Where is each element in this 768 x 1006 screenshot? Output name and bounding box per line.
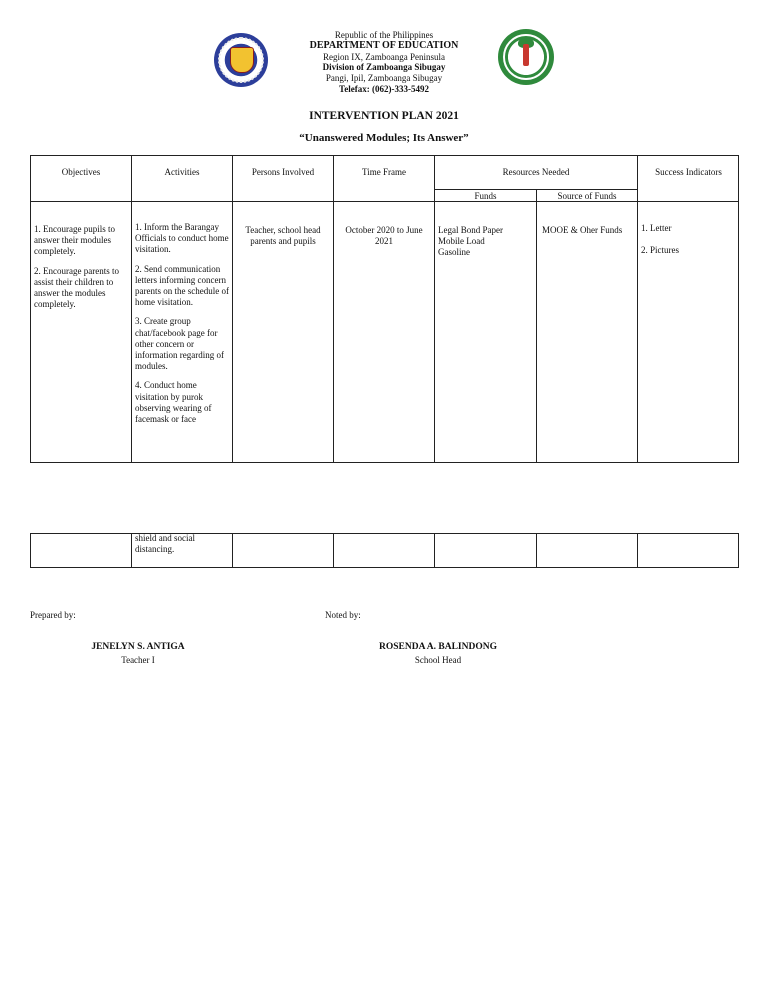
header-indicators: Success Indicators bbox=[655, 167, 722, 177]
header-objectives: Objectives bbox=[61, 167, 101, 177]
activity-item: 4. Conduct home visitation by purok observing wearing of facemask or face bbox=[135, 380, 212, 425]
address-line: Pangi, Ipil, Zamboanga Sibugay bbox=[325, 73, 443, 84]
funds-cell bbox=[438, 225, 534, 259]
plan-subtitle: “Unanswered Modules; Its Answer” bbox=[299, 132, 469, 144]
activities-cell bbox=[135, 222, 229, 462]
activity-continued: shield and social distancing. bbox=[135, 533, 195, 555]
deped-seal-icon bbox=[214, 33, 268, 87]
source-of-funds-cell: MOOE & Oher Funds bbox=[542, 225, 623, 235]
prepared-by-label: Prepared by: bbox=[30, 610, 76, 620]
region-line: Region IX, Zamboanga Peninsula bbox=[323, 51, 445, 62]
republic-line: Republic of the Philippines bbox=[334, 30, 434, 40]
letterhead bbox=[284, 30, 484, 95]
header-activities: Activities bbox=[164, 167, 200, 177]
prepared-by-role: Teacher I bbox=[121, 655, 155, 665]
indicators-cell bbox=[641, 223, 737, 264]
header-time-frame: Time Frame bbox=[362, 167, 406, 177]
header-funds: Funds bbox=[474, 191, 497, 201]
persons-cell: Teacher, school head parents and pupils bbox=[245, 225, 321, 247]
activity-item: 1. Inform the Barangay Officials to conduct home visitation. bbox=[135, 222, 229, 255]
activity-item: 2. Send communication letters informing concern parents on the schedule of home visitation. bbox=[135, 263, 229, 308]
indicator-item: 2. Pictures bbox=[641, 245, 679, 256]
header-resources: Resources Needed bbox=[502, 167, 570, 177]
objective-item: 1. Encourage pupils to answer their modules completely. bbox=[34, 224, 115, 257]
fund-item: Mobile Load bbox=[438, 236, 485, 247]
division-seal-icon bbox=[498, 29, 554, 85]
objective-item: 2. Encourage parents to assist their children to answer the modules completely. bbox=[34, 265, 119, 310]
noted-by-role: School Head bbox=[414, 655, 462, 665]
fund-item: Legal Bond Paper bbox=[438, 225, 503, 235]
time-frame-cell: October 2020 to June 2021 bbox=[345, 225, 423, 247]
header-source: Source of Funds bbox=[557, 191, 617, 201]
header-persons: Persons Involved bbox=[251, 167, 315, 177]
plan-title: INTERVENTION PLAN 2021 bbox=[309, 110, 459, 122]
noted-by-name: ROSENDA A. BALINDONG bbox=[379, 642, 497, 652]
department-name: DEPARTMENT OF EDUCATION bbox=[309, 39, 459, 51]
objectives-cell bbox=[34, 224, 129, 318]
telefax-line: Telefax: (062)-333-5492 bbox=[339, 83, 429, 94]
fund-item: Gasoline bbox=[438, 247, 470, 258]
noted-by-label: Noted by: bbox=[325, 610, 361, 620]
activity-item: 3. Create group chat/facebook page for other concern or information regarding of modules. bbox=[135, 316, 224, 372]
division-line: Division of Zamboanga Sibugay bbox=[322, 62, 446, 73]
indicator-item: 1. Letter bbox=[641, 223, 672, 233]
prepared-by-name: JENELYN S. ANTIGA bbox=[91, 642, 185, 652]
